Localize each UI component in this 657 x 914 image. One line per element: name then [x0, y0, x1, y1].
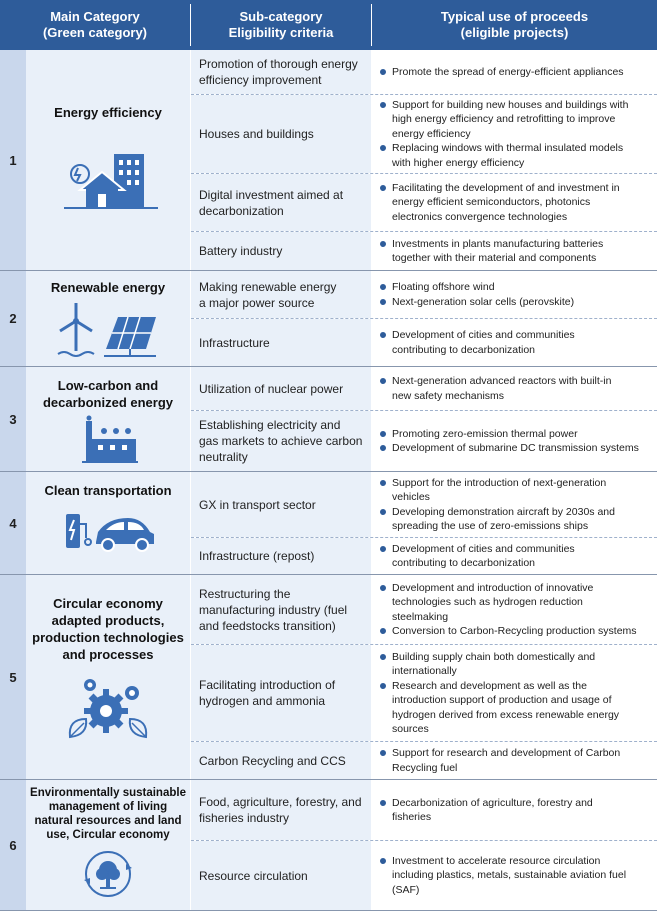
- subcategory-label: Promotion of thorough energy efficiency improvement: [199, 57, 358, 87]
- use-item: Next-generation advanced reactors with built-in new safety mechanisms: [378, 374, 653, 403]
- subcategory-cell: [191, 472, 371, 537]
- category-title: Energy efficiency: [54, 105, 162, 120]
- use-cell: [372, 780, 657, 840]
- category-cell: [26, 472, 190, 574]
- gears-leaves-icon: [66, 675, 150, 745]
- subcategory-cell: [191, 319, 371, 366]
- use-cell: [372, 174, 657, 231]
- use-item: Decarbonization of agriculture, forestry and fisheries: [378, 796, 653, 825]
- use-item: Floating offshore wind: [378, 280, 653, 295]
- power-plant-icon: [82, 415, 138, 465]
- tree-cycle-icon: [82, 848, 134, 900]
- use-item: Development of cities and communities contributing to decarbonization: [378, 542, 653, 571]
- use-item: Investments in plants manufacturing batteries together with their material and components: [378, 237, 653, 266]
- subcategory-cell: [191, 575, 371, 644]
- use-item: Development of cities and communities contributing to decarbonization: [378, 328, 653, 357]
- house-building-energy-icon: [62, 150, 162, 212]
- subcategory-cell: [191, 232, 371, 270]
- subcategory-label: Making renewable energy a major power source: [199, 279, 337, 310]
- subcategory-label: Food, agriculture, forestry, and fisheries industry: [199, 795, 362, 825]
- subcategory-cell: [191, 645, 371, 741]
- subcategory-cell: [191, 50, 371, 94]
- category-cell: [26, 575, 190, 779]
- use-cell: [372, 472, 657, 537]
- subcategory-label: Carbon Recycling and CCS: [199, 753, 346, 768]
- category-number: 2: [0, 271, 26, 366]
- use-cell: [372, 367, 657, 410]
- subcategory-cell: [191, 174, 371, 231]
- subcategory-label: Houses and buildings: [199, 127, 314, 141]
- subcategory-label: Utilization of nuclear power: [199, 381, 344, 396]
- category-title: Environmentally sustainable management of living natural resources and land use, Circular economy: [30, 787, 186, 841]
- table-header: [0, 0, 657, 50]
- use-item: Support for building new houses and buildings with high energy efficiency and retrofitting to improve energy efficiency: [378, 98, 653, 142]
- use-item: Promoting zero-emission thermal power: [378, 427, 653, 442]
- use-cell: [372, 841, 657, 910]
- subcategory-label: Facilitating introduction of hydrogen and ammonia: [199, 678, 336, 708]
- use-cell: [372, 319, 657, 366]
- ev-charging-icon: [62, 510, 158, 554]
- use-item: Investment to accelerate resource circulation including plastics, metals, sustainable aviation fuel (SAF): [378, 854, 653, 898]
- subcategory-label: Establishing electricity and gas markets to achieve carbon neutrality: [199, 418, 363, 464]
- use-cell: [372, 538, 657, 574]
- use-cell: [372, 742, 657, 779]
- subcategory-label: GX in transport sector: [199, 497, 316, 512]
- subcategory-cell: [191, 841, 371, 910]
- subcategory-cell: [191, 95, 371, 173]
- category-number: 1: [0, 50, 26, 270]
- use-cell: [372, 95, 657, 173]
- use-item: Development and introduction of innovative technologies such as hydrogen reduction steelmaking: [378, 581, 653, 625]
- use-item: Next-generation solar cells (perovskite): [378, 295, 653, 310]
- category-cell: [26, 271, 190, 366]
- category-cell: [26, 780, 190, 910]
- category-title: Clean transportation: [44, 483, 172, 498]
- subcategory-label: Infrastructure: [199, 335, 270, 350]
- category-number: 3: [0, 367, 26, 471]
- use-cell: [372, 575, 657, 644]
- subcategory-cell: [191, 411, 371, 471]
- use-cell: [372, 232, 657, 270]
- category-cell: [26, 50, 190, 270]
- subcategory-label: Resource circulation: [199, 868, 308, 883]
- subcategory-cell: [191, 538, 371, 574]
- header-main-category: Main Category (Green category): [42, 9, 148, 40]
- subcategory-cell: [191, 271, 371, 318]
- use-item: Conversion to Carbon-Recycling production systems: [378, 624, 653, 639]
- header-use-of-proceeds: Typical use of proceeds (eligible projects): [440, 9, 589, 40]
- subcategory-cell: [191, 367, 371, 410]
- subcategory-label: Battery industry: [199, 244, 283, 258]
- use-cell: [372, 645, 657, 741]
- wind-solar-icon: [56, 301, 160, 359]
- use-item: Replacing windows with thermal insulated models with higher energy efficiency: [378, 141, 653, 170]
- use-cell: [372, 50, 657, 94]
- subcategory-cell: [191, 742, 371, 779]
- category-number: 6: [0, 780, 26, 910]
- subcategory-label: Infrastructure (repost): [199, 549, 315, 563]
- use-cell: [372, 271, 657, 318]
- subcategory-label: Digital investment aimed at decarbonization: [199, 187, 344, 218]
- use-item: Building supply chain both domestically and internationally: [378, 650, 653, 679]
- category-title: Circular economy adapted products, production technologies and processes: [32, 596, 184, 662]
- use-item: Promote the spread of energy-efficient appliances: [378, 65, 653, 80]
- category-number: 5: [0, 575, 26, 779]
- subcategory-label: Restructuring the manufacturing industry (fuel and feedstocks transition): [199, 586, 348, 633]
- subcategory-cell: [191, 780, 371, 840]
- use-item: Research and development as well as the introduction support of production and usage of hydrogen derived from excess renewable energy sources: [378, 679, 653, 737]
- use-cell: [372, 411, 657, 471]
- category-cell: [26, 367, 190, 471]
- use-item: Developing demonstration aircraft by 2030s and spreading the use of zero-emissions ships: [378, 505, 653, 534]
- use-item: Facilitating the development of and investment in energy efficient semiconductors, photonics electronics convergence technologies: [378, 181, 653, 225]
- use-item: Development of submarine DC transmission systems: [378, 441, 653, 456]
- table-bottom-border: [0, 910, 657, 911]
- use-item: Support for research and development of Carbon Recycling fuel: [378, 746, 653, 775]
- category-title: Low-carbon and decarbonized energy: [42, 378, 174, 410]
- header-sub-category: Sub-category Eligibility criteria: [228, 9, 334, 40]
- category-title: Renewable energy: [50, 280, 166, 295]
- use-item: Support for the introduction of next-generation vehicles: [378, 476, 653, 505]
- category-number: 4: [0, 472, 26, 574]
